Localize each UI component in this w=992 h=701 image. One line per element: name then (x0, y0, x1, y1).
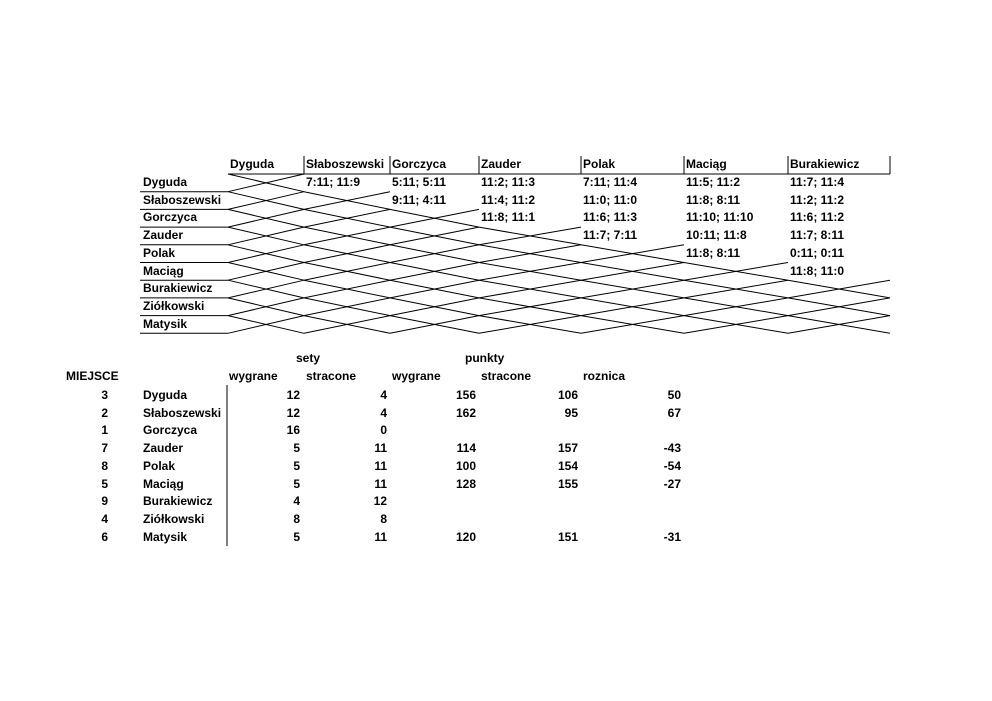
difference-value: 67 (667, 405, 681, 420)
sets-won-column-header: wygrane (229, 369, 278, 383)
place-value: 8 (101, 458, 108, 473)
score-cell: 11:10; 11:10 (686, 210, 754, 225)
score-cell: 11:8; 8:11 (686, 245, 741, 260)
column-header: Dyguda (230, 157, 275, 171)
place-column-header: MIEJSCE (66, 369, 119, 383)
score-cell: 10:11; 11:8 (686, 228, 747, 243)
column-header: Zauder (481, 157, 522, 171)
player-name: Burakiewicz (143, 494, 213, 509)
place-value: 9 (101, 494, 108, 509)
sets-lost-value: 0 (380, 423, 387, 438)
player-name: Zauder (143, 441, 184, 456)
sets-lost-value: 11 (374, 458, 387, 473)
score-cell: 11:2; 11:2 (790, 192, 845, 207)
score-cell: 11:6; 11:2 (790, 210, 845, 225)
score-cell: 9:11; 4:11 (392, 192, 447, 207)
sets-lost-value: 8 (380, 511, 387, 526)
points-won-value: 120 (455, 529, 476, 544)
sets-lost-value: 11 (374, 441, 387, 456)
sets-won-value: 5 (293, 476, 300, 491)
sets-won-value: 16 (286, 423, 300, 438)
difference-column-header: roznica (583, 369, 626, 383)
points-lost-value: 95 (564, 405, 578, 420)
points-lost-value: 154 (557, 458, 578, 473)
row-label: Maciąg (143, 263, 184, 278)
score-cell: 11:4; 11:2 (481, 192, 536, 207)
sets-won-value: 12 (286, 405, 300, 420)
column-header: Gorczyca (392, 157, 447, 171)
sets-won-value: 5 (293, 529, 300, 544)
player-name: Słaboszewski (143, 405, 222, 420)
player-name: Maciąg (143, 476, 184, 491)
difference-value: -43 (663, 441, 681, 456)
points-lost-value: 157 (557, 441, 578, 456)
score-cell: 11:7; 7:11 (583, 228, 638, 243)
difference-value: -54 (663, 458, 681, 473)
row-label: Dyguda (143, 175, 188, 189)
score-cell: 11:8; 11:0 (790, 263, 845, 278)
player-name: Polak (143, 458, 176, 473)
score-cell: 7:11; 11:4 (583, 175, 638, 189)
sets-lost-value: 4 (380, 405, 387, 420)
score-cell: 0:11; 0:11 (790, 245, 845, 260)
score-cell: 5:11; 5:11 (392, 175, 447, 189)
row-label: Matysik (143, 316, 188, 331)
score-cell: 11:0; 11:0 (583, 192, 638, 207)
column-header: Polak (583, 157, 616, 171)
points-group-header: punkty (465, 351, 505, 365)
player-name: Matysik (143, 529, 188, 544)
place-value: 5 (101, 476, 108, 491)
column-header: Słaboszewski (306, 157, 385, 171)
score-cell: 11:7; 11:4 (790, 175, 845, 189)
difference-value: -27 (663, 476, 681, 491)
score-cell: 11:6; 11:3 (583, 210, 638, 225)
place-value: 7 (101, 441, 108, 456)
row-label: Gorczyca (143, 210, 198, 225)
sets-won-value: 12 (286, 388, 300, 402)
score-cell: 11:8; 11:1 (481, 210, 536, 225)
points-lost-value: 106 (557, 388, 578, 402)
row-label: Polak (143, 245, 176, 260)
sets-won-value: 5 (293, 441, 300, 456)
row-label: Burakiewicz (143, 281, 213, 296)
points-won-column-header: wygrane (392, 369, 441, 383)
player-name: Ziółkowski (143, 511, 205, 526)
sets-group-header: sety (296, 351, 321, 365)
score-cell: 11:2; 11:3 (481, 175, 536, 189)
sets-won-value: 5 (293, 458, 300, 473)
score-cell: 7:11; 11:9 (306, 175, 361, 189)
score-cell: 11:7; 8:11 (790, 228, 845, 243)
column-header: Burakiewicz (790, 157, 860, 171)
place-value: 2 (101, 405, 108, 420)
points-lost-value: 151 (557, 529, 578, 544)
sets-lost-value: 12 (373, 494, 387, 509)
points-won-value: 162 (455, 405, 476, 420)
player-name: Dyguda (143, 388, 188, 402)
score-cell: 11:8; 8:11 (686, 192, 741, 207)
points-lost-value: 155 (557, 476, 578, 491)
sets-lost-value: 4 (380, 388, 387, 402)
points-lost-column-header: stracone (481, 369, 532, 383)
sets-lost-column-header: stracone (306, 369, 357, 383)
sets-won-value: 8 (293, 511, 300, 526)
sets-won-value: 4 (293, 494, 300, 509)
place-value: 3 (101, 388, 108, 402)
score-cell: 11:5; 11:2 (686, 175, 741, 189)
points-won-value: 156 (455, 388, 476, 402)
sets-lost-value: 11 (374, 529, 387, 544)
difference-value: -31 (663, 529, 681, 544)
row-label: Zauder (143, 228, 184, 243)
points-won-value: 114 (456, 441, 476, 456)
place-value: 4 (101, 511, 108, 526)
points-won-value: 100 (455, 458, 476, 473)
difference-value: 50 (667, 388, 681, 402)
points-won-value: 128 (455, 476, 476, 491)
sets-lost-value: 11 (374, 476, 387, 491)
column-header: Maciąg (686, 157, 727, 171)
row-label: Ziółkowski (143, 298, 205, 313)
place-value: 1 (101, 423, 108, 438)
player-name: Gorczyca (143, 423, 198, 438)
row-label: Słaboszewski (143, 192, 222, 207)
place-value: 6 (101, 529, 108, 544)
